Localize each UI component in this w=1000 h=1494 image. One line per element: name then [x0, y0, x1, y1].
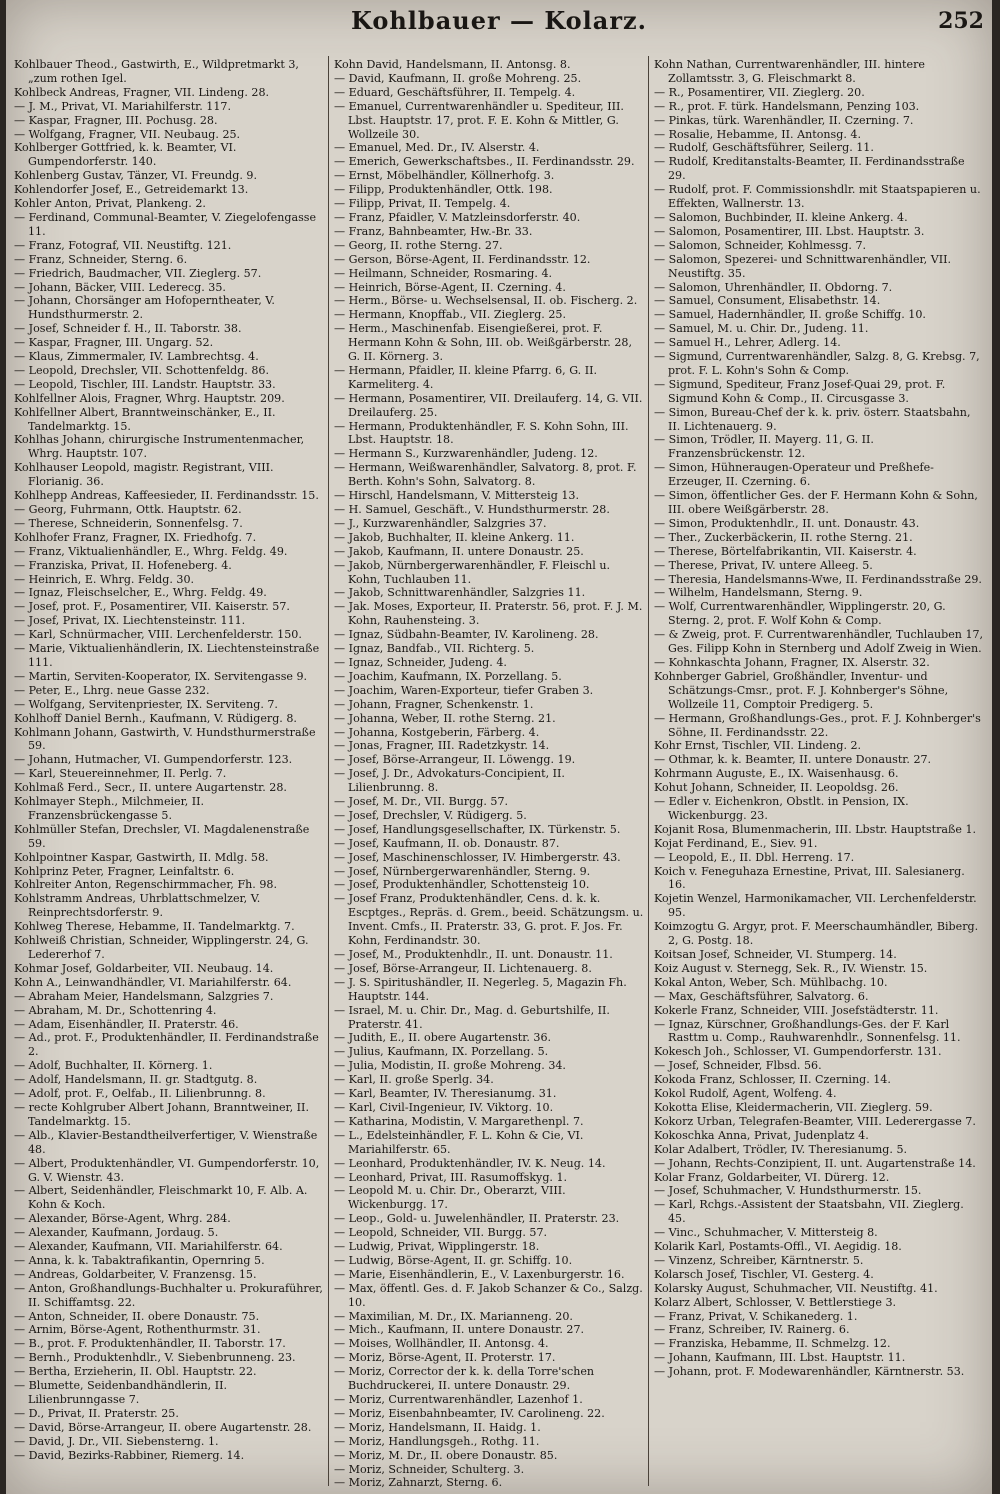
directory-entry: — Salomon, Schneider, Kohlmessg. 7.	[654, 238, 867, 252]
directory-entry: — Karl, Schnürmacher, VIII. Lerchenfelderstr. 150.	[14, 628, 302, 642]
directory-entry: — Pinkas, türk. Warenhändler, II. Czerning. 7.	[654, 113, 914, 127]
directory-entry: — Alexander, Kaufmann, Jordaug. 5.	[14, 1226, 219, 1240]
directory-page	[6, 0, 992, 1494]
directory-entry: — Filipp, Produktenhändler, Ottk. 198.	[334, 183, 553, 197]
directory-entry: — Emanuel, Currentwarenhändler u. Spediteur, III. Lbst. Hauptstr. 17, prot. F. E. Kohn & Mittler, G. Wollzeile 30.	[334, 99, 624, 141]
directory-entry: Kohlhoff Daniel Bernh., Kaufmann, V. Rüdigerg. 8.	[14, 711, 297, 725]
directory-entry: — Jakob, Schnittwarenhändler, Salzgries 11.	[334, 586, 586, 600]
directory-entry: — Sigmund, Currentwarenhändler, Salzg. 8, G. Krebsg. 7, prot. F. L. Kohn's Sohn & Comp.	[654, 350, 980, 377]
directory-entry: — Samuel, Hadernhändler, II. große Schiffg. 10.	[654, 308, 926, 322]
directory-entry: — Hermann S., Kurzwarenhändler, Judeng. 12.	[334, 447, 598, 461]
directory-entry: — Moriz, M. Dr., II. obere Donaustr. 85.	[334, 1448, 558, 1462]
directory-entry: — Ignaz, Kürschner, Großhandlungs-Ges. der F. Karl Rasttm u. Comp., Rauhwarenhdlr., Sonnenfelsg. 11.	[654, 1017, 961, 1045]
directory-entry: — Leopold, E., II. Dbl. Herreng. 17.	[654, 850, 855, 864]
directory-entry: — Heinrich, Börse-Agent, II. Czerning. 4.	[334, 280, 566, 294]
directory-entry: — Emerich, Gewerkschaftsbes., II. Ferdinandsstr. 29.	[334, 155, 635, 169]
directory-entry: — Josef, Schneider, Flbsd. 56.	[654, 1059, 822, 1073]
directory-entry: — Franz, Schreiber, IV. Rainerg. 6.	[654, 1323, 850, 1337]
directory-entry: — Kohnkaschta Johann, Fragner, IX. Alserstr. 32.	[654, 655, 930, 669]
directory-entry: Kohn Nathan, Currentwarenhändler, III. hintere Zollamtsstr. 3, G. Fleischmarkt 8.	[654, 58, 925, 85]
directory-entry: — Samuel H., Lehrer, Adlerg. 14.	[654, 336, 841, 350]
directory-entry: — Josef, Maschinenschlosser, IV. Himbergerstr. 43.	[334, 850, 621, 864]
directory-entry: — Leopold M. u. Chir. Dr., Oberarzt, VIII. Wickenburgg. 17.	[334, 1184, 566, 1212]
directory-entry: — Samuel, Consument, Elisabethstr. 14.	[654, 294, 881, 308]
directory-entry: — Peter, E., Lhrg. neue Gasse 232.	[14, 683, 210, 697]
directory-entry: — Simon, öffentlicher Ges. der F. Hermann Kohn & Sohn, III. obere Weißgärberstr. 28.	[654, 489, 978, 516]
directory-entry: Koich v. Feneguhaza Ernestine, Privat, III. Salesianerg. 16.	[654, 864, 965, 892]
directory-entry: — Abraham, M. Dr., Schottenring 4.	[14, 1003, 217, 1017]
directory-entry: — Rosalie, Hebamme, II. Antonsg. 4.	[654, 127, 861, 141]
directory-entry: Kohlberger Gottfried, k. k. Beamter, VI. Gumpendorferstr. 140.	[14, 141, 237, 169]
directory-entry: — Simon, Hühneraugen-Operateur und Preßhefe-Erzeuger, II. Czerning. 6.	[654, 461, 934, 489]
directory-entry: — Joachim, Kaufmann, IX. Porzellang. 5.	[334, 669, 562, 683]
directory-entry: — Max, Geschäftsführer, Salvatorg. 6.	[654, 989, 869, 1003]
directory-entry: Kohn A., Leinwandhändler, VI. Mariahilferstr. 64.	[14, 975, 292, 989]
directory-entry: — Hermann, Großhandlungs-Ges., prot. F. J. Kohnberger's Söhne, II. Ferdinandsstr. 22.	[654, 711, 981, 739]
directory-entry: Kohlmann Johann, Gastwirth, V. Hundsthurmerstraße 59.	[14, 725, 316, 753]
directory-column-1	[14, 58, 324, 1488]
directory-entry: Kolarsky August, Schuhmacher, VII. Neustiftg. 41.	[654, 1281, 938, 1295]
directory-entry: — Adolf, Handelsmann, II. gr. Stadtgutg. 8.	[14, 1073, 258, 1087]
directory-entry: — Othmar, k. k. Beamter, II. untere Donaustr. 27.	[654, 753, 932, 767]
directory-entry: — Rudolf, Kreditanstalts-Beamter, II. Ferdinandsstraße 29.	[654, 155, 965, 183]
directory-entry: — Jonas, Fragner, III. Radetzkystr. 14.	[334, 739, 550, 753]
directory-entry: — Alb., Klavier-Bestandtheilverfertiger, V. Wienstraße 48.	[14, 1128, 318, 1156]
directory-entry: — Heinrich, E. Whrg. Feldg. 30.	[14, 572, 195, 586]
directory-entry: Kokal Anton, Weber, Sch. Mühlbachg. 10.	[654, 975, 888, 989]
directory-entry: — Julius, Kaufmann, IX. Porzellang. 5.	[334, 1045, 549, 1059]
directory-entry: — Franz, Pfaidler, V. Matzleinsdorferstr. 40.	[334, 210, 581, 224]
directory-entry: — Arnim, Börse-Agent, Rothenthurmstr. 31.	[14, 1323, 261, 1337]
directory-entry: Kohlmaß Ferd., Secr., II. untere Augartenstr. 28.	[14, 781, 287, 795]
directory-entry: — Blumette, Seidenbandhändlerin, II. Lilienbrunngasse 7.	[14, 1379, 228, 1406]
directory-entry: — L., Edelsteinhändler, F. L. Kohn & Cie, VI. Mariahilferstr. 65.	[334, 1128, 584, 1156]
directory-entry: — Rudolf, Geschäftsführer, Seilerg. 11.	[654, 141, 874, 155]
directory-entry: — Johann, Hutmacher, VI. Gumpendorferstr. 123.	[14, 753, 293, 767]
directory-entry: — Georg, Fuhrmann, Ottk. Hauptstr. 62.	[14, 503, 242, 516]
directory-entry: Kokoschka Anna, Privat, Judenplatz 4.	[654, 1128, 869, 1142]
directory-entry: Kolarz Albert, Schlosser, V. Bettlerstiege 3.	[654, 1295, 897, 1309]
directory-entry: — Gerson, Börse-Agent, II. Ferdinandsstr. 12.	[334, 252, 591, 266]
directory-entry: — Ignaz, Fleischselcher, E., Whrg. Feldg. 49.	[14, 586, 267, 600]
directory-entry: — Franziska, Privat, II. Hofeneberg. 4.	[14, 558, 232, 572]
directory-entry: — Josef, Schneider f. H., II. Taborstr. 38.	[14, 322, 242, 336]
directory-entry: — Marie, Viktualienhändlerin, IX. Liechtensteinstraße 111.	[14, 642, 320, 669]
directory-entry: Kohlenberg Gustav, Tänzer, VI. Freundg. 9.	[14, 169, 257, 183]
directory-entry: — Kaspar, Fragner, III. Pochusg. 28.	[14, 113, 218, 127]
directory-entry: — Franziska, Hebamme, II. Schmelzg. 12.	[654, 1337, 891, 1351]
directory-entry: — Klaus, Zimmermaler, IV. Lambrechtsg. 4.	[14, 350, 259, 364]
directory-entry: — Jakob, Kaufmann, II. untere Donaustr. 25.	[334, 544, 584, 558]
directory-entry: — Josef, Kaufmann, II. ob. Donaustr. 87.	[334, 836, 560, 850]
directory-entry: — Johann, Chorsänger am Hofoperntheater, V. Hundsthurmerstr. 2.	[14, 294, 275, 322]
directory-entry: — Wolfgang, Fragner, VII. Neubaug. 25.	[14, 127, 241, 141]
directory-entry: — Leopold, Schneider, VII. Burgg. 57.	[334, 1226, 548, 1240]
directory-entry: — Simon, Produktenhdlr., II. unt. Donaustr. 43.	[654, 516, 920, 530]
directory-entry: — Leonhard, Privat, III. Rasumoffskyg. 1.	[334, 1170, 568, 1184]
directory-entry: — Moriz, Handelsmann, II. Haidg. 1.	[334, 1420, 541, 1434]
directory-entry: — R., prot. F. türk. Handelsmann, Penzing 103.	[654, 99, 920, 113]
directory-entry: — Josef, Nürnbergerwarenhändler, Sterng. 9.	[334, 864, 591, 878]
directory-entry: — Josef, M. Dr., VII. Burgg. 57.	[334, 795, 509, 809]
column-divider	[648, 56, 649, 1486]
directory-entry: Kohlhauser Leopold, magistr. Registrant, VIII. Florianig. 36.	[14, 461, 274, 489]
directory-entry: Kohut Johann, Schneider, II. Leopoldsg. 26.	[654, 781, 899, 795]
directory-entry: — Jakob, Buchhalter, II. kleine Ankerg. 11.	[334, 530, 575, 544]
directory-entry: — Marie, Eisenhändlerin, E., V. Laxenburgerstr. 16.	[334, 1267, 625, 1281]
directory-entry: — Herm., Börse- u. Wechselsensal, II. ob. Fischerg. 2.	[334, 294, 638, 308]
directory-entry: — Josef, J. Dr., Advokaturs-Concipient, II. Lilienbrunng. 8.	[334, 767, 565, 795]
directory-entry: Kolarik Karl, Postamts-Offl., VI. Aegidig. 18.	[654, 1240, 902, 1254]
directory-entry: — Julia, Modistin, II. große Mohreng. 34.	[334, 1059, 566, 1073]
directory-entry: — Israel, M. u. Chir. Dr., Mag. d. Geburtshilfe, II. Praterstr. 41.	[334, 1003, 610, 1031]
directory-entry: Kolar Franz, Goldarbeiter, VI. Dürerg. 12.	[654, 1170, 890, 1184]
directory-entry: — Franz, Viktualienhändler, E., Whrg. Feldg. 49.	[14, 544, 288, 558]
directory-entry: — Franz, Bahnbeamter, Hw.-Br. 33.	[334, 224, 533, 238]
directory-entry: — Leopold, Drechsler, VII. Schottenfeldg. 86.	[14, 363, 269, 377]
directory-entry: — Max, öffentl. Ges. d. F. Jakob Schanzer & Co., Salzg. 10.	[334, 1281, 643, 1309]
directory-entry: — David, Börse-Arrangeur, II. obere Augartenstr. 28.	[14, 1420, 312, 1434]
directory-entry: — Josef, Börse-Arrangeur, II. Lichtenauerg. 8.	[334, 961, 592, 975]
directory-entry: — Anton, Schneider, II. obere Donaustr. 75.	[14, 1309, 260, 1323]
directory-entry: — Adolf, Buchhalter, II. Körnerg. 1.	[14, 1059, 213, 1073]
directory-entry: — Franz, Schneider, Sterng. 6.	[14, 252, 188, 266]
directory-entry: — Salomon, Posamentirer, III. Lbst. Hauptstr. 3.	[654, 224, 925, 238]
directory-entry: — David, Kaufmann, II. große Mohreng. 25.	[334, 71, 582, 85]
directory-entry: Kohlbauer Theod., Gastwirth, E., Wildpretmarkt 3, „zum rothen Igel.	[14, 58, 299, 85]
directory-entry: — Wilhelm, Handelsmann, Sterng. 9.	[654, 586, 863, 600]
directory-entry: — Ad., prot. F., Produktenhändler, II. Ferdinandstraße 2.	[14, 1031, 319, 1059]
directory-entry: — B., prot. F. Produktenhändler, II. Taborstr. 17.	[14, 1337, 286, 1351]
directory-entry: Kohler Anton, Privat, Plankeng. 2.	[14, 197, 206, 211]
directory-entry: Kohlweg Therese, Hebamme, II. Tandelmarktg. 7.	[14, 920, 295, 934]
directory-entry: — Josef, Privat, IX. Liechtensteinstr. 111.	[14, 614, 246, 628]
directory-entry: — Leonhard, Produktenhändler, IV. K. Neug. 14.	[334, 1156, 606, 1170]
directory-entry: — Josef, M., Produktenhdlr., II. unt. Donaustr. 11.	[334, 948, 613, 961]
directory-entry: — Ignaz, Bandfab., VII. Richterg. 5.	[334, 642, 535, 656]
directory-entry: — Martin, Serviten-Kooperator, IX. Servitengasse 9.	[14, 669, 308, 683]
directory-entry: — Filipp, Privat, II. Tempelg. 4.	[334, 197, 511, 211]
directory-entry: — Hirschl, Handelsmann, V. Mittersteig 13.	[334, 489, 579, 503]
directory-entry: — Alexander, Kaufmann, VII. Mariahilferstr. 64.	[14, 1240, 283, 1254]
directory-entry: — David, Bezirks-Rabbiner, Riemerg. 14.	[14, 1448, 245, 1462]
directory-entry: Kokol Rudolf, Agent, Wolfeng. 4.	[654, 1087, 837, 1101]
directory-entry: Kohn David, Handelsmann, II. Antonsg. 8.	[334, 58, 571, 71]
directory-entry: — Kaspar, Fragner, III. Ungarg. 52.	[14, 336, 214, 350]
directory-entry: — Josef, Drechsler, V. Rüdigerg. 5.	[334, 808, 527, 822]
directory-entry: — Karl, Beamter, IV. Theresianumg. 31.	[334, 1087, 557, 1101]
directory-entry: — recte Kohlgruber Albert Johann, Branntweiner, II. Tandelmarktg. 15.	[14, 1100, 309, 1128]
directory-entry: — Ferdinand, Communal-Beamter, V. Ziegelofengasse 11.	[14, 210, 317, 238]
directory-column-3	[654, 58, 984, 1488]
page-header	[6, 6, 992, 40]
directory-entry: — Hermann, Produktenhändler, F. S. Kohn Sohn, III. Lbst. Hauptstr. 18.	[334, 419, 629, 447]
directory-entry: Kohlhepp Andreas, Kaffeesieder, II. Ferdinandsstr. 15.	[14, 489, 319, 503]
directory-entry: — Moriz, Corrector der k. k. della Torre'schen Buchdruckerei, II. untere Donaustr. 29.	[334, 1365, 595, 1393]
directory-entry: — Therese, Privat, IV. untere Alleeg. 5.	[654, 558, 873, 572]
directory-entry: Kojetin Wenzel, Harmonikamacher, VII. Lerchenfelderstr. 95.	[654, 892, 977, 920]
directory-entry: — Moriz, Schneider, Schulterg. 3.	[334, 1462, 525, 1476]
directory-entry: — Josef, prot. F., Posamentirer, VII. Kaiserstr. 57.	[14, 600, 290, 614]
directory-entry: — J. S. Spiritushändler, II. Negerleg. 5, Magazin Fh. Hauptstr. 144.	[334, 975, 627, 1003]
directory-entry: — Therese, Schneiderin, Sonnenfelsg. 7.	[14, 516, 243, 530]
directory-entry: — Johann, prot. F. Modewarenhändler, Kärntnerstr. 53.	[654, 1365, 965, 1379]
directory-entry: Koimzogtu G. Argyr, prot. F. Meerschaumhändler, Biberg. 2, G. Postg. 18.	[654, 920, 979, 948]
directory-entry: Kohnberger Gabriel, Großhändler, Inventur- und Schätzungs-Cmsr., prot. F. J. Kohnberger's Söhne, Wollzeile 11, Comptoir Predigerg. 5.	[654, 669, 949, 711]
directory-entry: — & Zweig, prot. F. Currentwarenhändler, Tuchlauben 17, Ges. Filipp Kohn in Sternberg und Adolf Zweig in Wien.	[654, 628, 984, 656]
directory-entry: Kohlmüller Stefan, Drechsler, VI. Magdalenenstraße 59.	[14, 822, 310, 850]
directory-entry: — R., Posamentirer, VII. Zieglerg. 20.	[654, 85, 865, 99]
directory-entry: Kokoda Franz, Schlosser, II. Czerning. 14.	[654, 1073, 891, 1087]
directory-entry: — Joachim, Waren-Exporteur, tiefer Graben 3.	[334, 683, 594, 697]
directory-entry: Kokesch Joh., Schlosser, VI. Gumpendorferstr. 131.	[654, 1045, 942, 1059]
directory-entry: — J. M., Privat, VI. Mariahilferstr. 117.	[14, 99, 231, 113]
directory-entry: — Samuel, M. u. Chir. Dr., Judeng. 11.	[654, 322, 869, 336]
directory-entry: — Salomon, Uhrenhändler, II. Obdorng. 7.	[654, 280, 893, 294]
directory-entry: — J., Kurzwarenhändler, Salzgries 37.	[334, 516, 547, 530]
column-divider	[328, 56, 329, 1486]
directory-entry: — Jak. Moses, Exporteur, II. Praterstr. 56, prot. F. J. M. Kohn, Rauhensteing. 3.	[334, 600, 643, 628]
directory-entry: — Johann, Bäcker, VIII. Lederecg. 35.	[14, 280, 226, 294]
directory-entry: Kohlfellner Alois, Fragner, Whrg. Hauptstr. 209.	[14, 391, 285, 405]
directory-entry: Kohlprinz Peter, Fragner, Leinfaltstr. 6.	[14, 864, 235, 878]
directory-entry: — Hermann, Knopffab., VII. Zieglerg. 25.	[334, 308, 566, 322]
directory-entry: — Ther., Zuckerbäckerin, II. rothe Sterng. 21.	[654, 530, 913, 544]
directory-entry: — Moriz, Handlungsgeh., Rothg. 11.	[334, 1434, 540, 1448]
directory-entry: — Franz, Privat, V. Schikanederg. 1.	[654, 1309, 858, 1323]
directory-entry: Kohlendorfer Josef, E., Getreidemarkt 13.	[14, 183, 249, 197]
directory-entry: — Maximilian, M. Dr., IX. Marianneng. 20.	[334, 1309, 573, 1323]
directory-entry: — Jakob, Nürnbergerwarenhändler, F. Fleischl u. Kohn, Tuchlauben 11.	[334, 558, 611, 586]
directory-entry: — Albert, Produktenhändler, VI. Gumpendorferstr. 10, G. V. Wienstr. 43.	[14, 1156, 320, 1184]
directory-entry: — Josef, Handlungsgesellschafter, IX. Türkenstr. 5.	[334, 822, 621, 836]
directory-entry: Kokerle Franz, Schneider, VIII. Josefstädterstr. 11.	[654, 1003, 939, 1017]
directory-entry: Kojat Ferdinand, E., Siev. 91.	[654, 836, 818, 850]
directory-entry: — Judith, E., II. obere Augartenstr. 36.	[334, 1031, 552, 1045]
directory-entry: — H. Samuel, Geschäft., V. Hundsthurmerstr. 28.	[334, 503, 610, 516]
directory-entry: — Vinzenz, Schreiber, Kärntnerstr. 5.	[654, 1253, 864, 1267]
directory-entry: Kohlbeck Andreas, Fragner, VII. Lindeng. 28.	[14, 85, 270, 99]
directory-entry: — Albert, Seidenhändler, Fleischmarkt 10, F. Alb. A. Kohn & Koch.	[14, 1184, 308, 1212]
directory-entry: — Friedrich, Baudmacher, VII. Zieglerg. 57.	[14, 266, 262, 280]
directory-entry: — Eduard, Geschäftsführer, II. Tempelg. 4.	[334, 85, 576, 99]
directory-entry: — David, J. Dr., VII. Siebensterng. 1.	[14, 1434, 219, 1448]
directory-entry: — Johann, Kaufmann, III. Lbst. Hauptstr. 11.	[654, 1351, 906, 1365]
directory-entry: — Wolf, Currentwarenhändler, Wipplingerstr. 20, G. Sterng. 2, prot. F. Wolf Kohn & Comp.	[654, 600, 946, 628]
directory-entry: — Hermann, Weißwarenhändler, Salvatorg. 8, prot. F. Berth. Kohn's Sohn, Salvatorg. 8.	[334, 461, 637, 489]
directory-entry: Kohr Ernst, Tischler, VII. Lindeng. 2.	[654, 739, 862, 753]
directory-entry: Kohlhofer Franz, Fragner, IX. Friedhofg. 7.	[14, 530, 257, 544]
directory-entry: Kohmar Josef, Goldarbeiter, VII. Neubaug. 14.	[14, 961, 274, 975]
directory-entry: — Johanna, Weber, II. rothe Sterng. 21.	[334, 711, 556, 725]
directory-entry: — Moises, Wollhändler, II. Antonsg. 4.	[334, 1337, 549, 1351]
directory-entry: — Leopold, Tischler, III. Landstr. Hauptstr. 33.	[14, 377, 276, 391]
directory-entry: — Johann, Rechts-Conzipient, II. unt. Augartenstraße 14.	[654, 1156, 976, 1170]
directory-entry: — Katharina, Modistin, V. Margarethenpl. 7.	[334, 1114, 584, 1128]
directory-entry: — Leop., Gold- u. Juwelenhändler, II. Praterstr. 23.	[334, 1212, 620, 1226]
directory-entry: — Herm., Maschinenfab. Eisengießerei, prot. F. Hermann Kohn & Sohn, III. ob. Weißgärberstr. 28, G. II. Körnerg. 3.	[334, 322, 632, 364]
directory-entry: — Adam, Eisenhändler, II. Praterstr. 46.	[14, 1017, 239, 1031]
directory-entry: — Wolfgang, Servitenpriester, IX. Serviteng. 7.	[14, 697, 278, 711]
directory-entry: — Salomon, Buchbinder, II. kleine Ankerg. 4.	[654, 210, 908, 224]
directory-entry: Kokotta Elise, Kleidermacherin, VII. Zieglerg. 59.	[654, 1100, 933, 1114]
directory-entry: — Georg, II. rothe Sterng. 27.	[334, 238, 503, 252]
directory-entry: — Moriz, Zahnarzt, Sterng. 6.	[334, 1476, 503, 1488]
directory-entry: — Sigmund, Spediteur, Franz Josef-Quai 29, prot. F. Sigmund Kohn & Comp., II. Circusgasse 3.	[654, 377, 946, 405]
directory-entry: — Moriz, Currentwarenhändler, Lazenhof 1.	[334, 1393, 583, 1406]
directory-entry: — Ignaz, Südbahn-Beamter, IV. Karolineng. 28.	[334, 628, 599, 642]
directory-entry: — Ludwig, Privat, Wipplingerstr. 18.	[334, 1240, 540, 1254]
directory-entry: — Bernh., Produktenhdlr., V. Siebenbrunneng. 23.	[14, 1351, 296, 1365]
directory-entry: — Anton, Großhandlungs-Buchhalter u. Prokuraführer, II. Schiffamtsg. 22.	[14, 1281, 323, 1309]
directory-entry: Kohlstramm Andreas, Uhrblattschmelzer, V. Reinprechtsdorferstr. 9.	[14, 892, 261, 920]
directory-entry: Kolar Adalbert, Trödler, IV. Theresianumg. 5.	[654, 1142, 908, 1156]
directory-entry: — Moriz, Eisenbahnbeamter, IV. Carolineng. 22.	[334, 1406, 605, 1420]
directory-entry: — Karl, Steuereinnehmer, II. Perlg. 7.	[14, 767, 227, 781]
directory-entry: — Salomon, Spezerei- und Schnittwarenhändler, VII. Neustiftg. 35.	[654, 252, 951, 280]
directory-entry: — Alexander, Börse-Agent, Whrg. 284.	[14, 1212, 231, 1226]
directory-entry: Kohlweiß Christian, Schneider, Wipplingerstr. 24, G. Ledererhof 7.	[14, 934, 309, 961]
directory-entry: Kokorz Urban, Telegrafen-Beamter, VIII. Lederergasse 7.	[654, 1114, 976, 1128]
directory-entry: Kohlfellner Albert, Branntweinschänker, E., II. Tandelmarktg. 15.	[14, 405, 276, 433]
directory-entry: — Josef, Börse-Arrangeur, II. Löwengg. 19.	[334, 753, 576, 767]
directory-entry: — Karl, Civil-Ingenieur, IV. Viktorg. 10.	[334, 1100, 554, 1114]
directory-entry: — Moriz, Börse-Agent, II. Proterstr. 17.	[334, 1351, 556, 1365]
directory-entry: Kohlmayer Steph., Milchmeier, II. Franzensbrückengasse 5.	[14, 795, 205, 822]
running-header-title: Kohlbauer — Kolarz.	[351, 6, 647, 35]
directory-entry: — Simon, Bureau-Chef der k. k. priv. österr. Staatsbahn, II. Lichtenauerg. 9.	[654, 405, 971, 433]
directory-entry: — Therese, Börtelfabrikantin, VII. Kaiserstr. 4.	[654, 544, 917, 558]
directory-entry: — Ignaz, Schneider, Judeng. 4.	[334, 655, 507, 669]
directory-entry: Kohlhas Johann, chirurgische Instrumentenmacher, Whrg. Hauptstr. 107.	[14, 433, 305, 461]
directory-entry: — Adolf, prot. F., Oelfab., II. Lilienbrunng. 8.	[14, 1087, 266, 1101]
directory-entry: Koiz August v. Sternegg, Sek. R., IV. Wienstr. 15.	[654, 961, 928, 975]
directory-entry: — Andreas, Goldarbeiter, V. Franzensg. 15.	[14, 1267, 257, 1281]
directory-entry: — Josef, Schuhmacher, V. Hundsthurmerstr. 15.	[654, 1184, 922, 1198]
directory-entry: — Karl, II. große Sperlg. 34.	[334, 1073, 494, 1087]
directory-entry: Kohrmann Auguste, E., IX. Waisenhausg. 6.	[654, 767, 899, 781]
directory-entry: — Mich., Kaufmann, II. untere Donaustr. 27.	[334, 1323, 585, 1337]
directory-entry: — Ludwig, Börse-Agent, II. gr. Schiffg. 10.	[334, 1253, 573, 1267]
directory-entry: — Vinc., Schuhmacher, V. Mittersteig 8.	[654, 1226, 878, 1240]
directory-entry: — Bertha, Erzieherin, II. Obl. Hauptstr. 22.	[14, 1365, 257, 1379]
directory-entry: — Rudolf, prot. F. Commissionshdlr. mit Staatspapieren u. Effekten, Wallnerstr. 13.	[654, 183, 981, 211]
directory-entry: Koitsan Josef, Schneider, VI. Stumperg. 14.	[654, 948, 897, 961]
directory-entry: — Josef Franz, Produktenhändler, Cens. d. k. k. Escptges., Repräs. d. Grem., beeid. Schätzungsm. u. Invent. Cmfs., II. Praterstr. 33, G. prot. F. Jos. Fr. Kohn, Ferdinandstr. 30.	[334, 892, 644, 948]
page-number: 252	[938, 8, 984, 34]
directory-entry: — Ernst, Möbelhändler, Köllnerhofg. 3.	[334, 169, 555, 183]
directory-entry: — Johann, Fragner, Schenkenstr. 1.	[334, 697, 534, 711]
directory-entry: — Edler v. Eichenkron, Obstlt. in Pension, IX. Wickenburgg. 23.	[654, 795, 909, 822]
directory-entry: — D., Privat, II. Praterstr. 25.	[14, 1406, 179, 1420]
directory-column-2	[334, 58, 644, 1488]
directory-entry: Kohlreiter Anton, Regenschirmmacher, Fh. 98.	[14, 878, 278, 892]
directory-entry: — Abraham Meier, Handelsmann, Salzgries 7.	[14, 989, 274, 1003]
directory-entry: — Hermann, Pfaidler, II. kleine Pfarrg. 6, G. II. Karmeliterg. 4.	[334, 363, 598, 391]
directory-entry: Kolarsch Josef, Tischler, VI. Gesterg. 4.	[654, 1267, 874, 1281]
directory-entry: Kojanit Rosa, Blumenmacherin, III. Lbstr. Hauptstraße 1.	[654, 822, 977, 836]
directory-entry: Kohlpointner Kaspar, Gastwirth, II. Mdlg. 58.	[14, 850, 269, 864]
directory-entry: — Emanuel, Med. Dr., IV. Alserstr. 4.	[334, 141, 540, 155]
directory-entry: — Heilmann, Schneider, Rosmaring. 4.	[334, 266, 553, 280]
directory-entry: — Theresia, Handelsmanns-Wwe, II. Ferdinandsstraße 29.	[654, 572, 982, 586]
directory-entry: — Franz, Fotograf, VII. Neustiftg. 121.	[14, 238, 232, 252]
directory-entry: — Hermann, Posamentirer, VII. Dreilauferg. 14, G. VII. Dreilauferg. 25.	[334, 391, 643, 419]
directory-entry: — Josef, Produktenhändler, Schottensteig 10.	[334, 878, 590, 892]
directory-entry: — Simon, Trödler, II. Mayerg. 11, G. II. Franzensbrückenstr. 12.	[654, 433, 874, 461]
directory-entry: — Johanna, Kostgeberin, Färberg. 4.	[334, 725, 540, 739]
directory-entry: — Karl, Rchgs.-Assistent der Staatsbahn, VII. Zieglerg. 45.	[654, 1198, 964, 1226]
directory-entry: — Anna, k. k. Tabaktrafikantin, Opernring 5.	[14, 1253, 265, 1267]
